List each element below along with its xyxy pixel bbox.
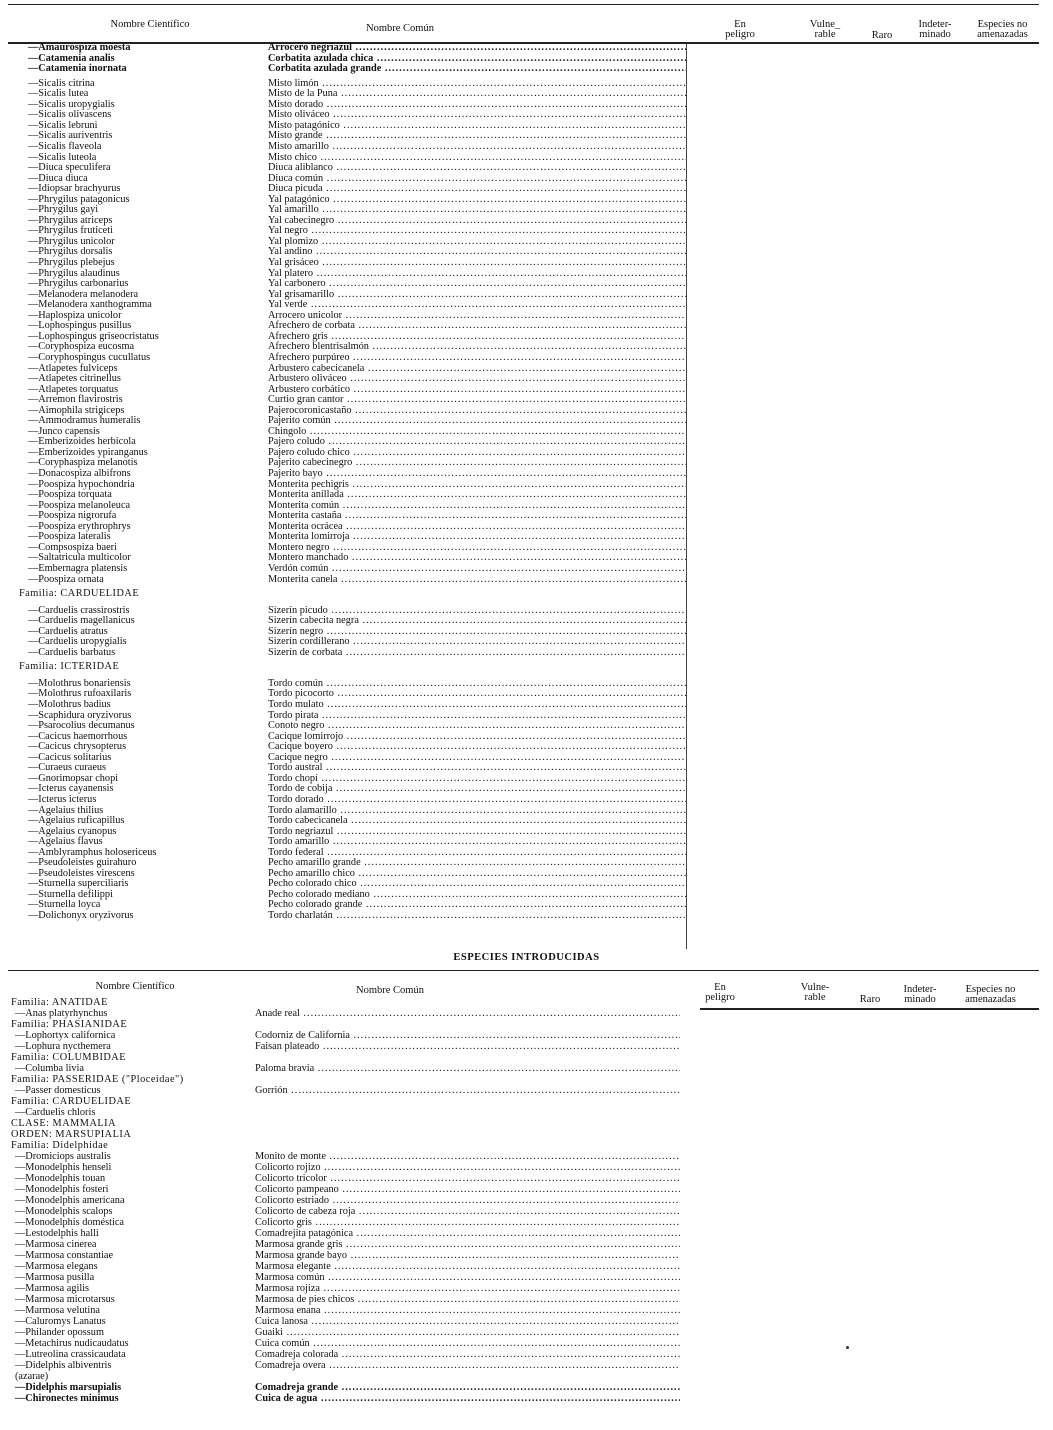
scientific-name: —Lophortyx californica (15, 1030, 116, 1041)
scientific-name: —Columba livia (15, 1063, 84, 1074)
common-name: Comadreja overa ..... (255, 1360, 680, 1371)
common-name: Gorrión ..... (255, 1085, 680, 1096)
common-name: Yal verde ..... (268, 299, 686, 310)
scientific-name: —Sturnella superciliaris (28, 878, 129, 890)
common-name: Tordo mulato ..... (268, 699, 686, 710)
scientific-name: —Donacospiza albifrons (28, 468, 131, 479)
common-name: Pecho colorado mediano ..... (268, 889, 686, 900)
scientific-name: Familia: PHASIANIDAE (11, 1019, 128, 1030)
scientific-name: —Poospiza ornata (28, 573, 104, 585)
header-vulnerable: Vulne_ rable (809, 19, 841, 40)
common-name: Marmosa elegante ..... (255, 1261, 680, 1272)
common-name: Sizerín negro ..... (268, 626, 686, 637)
scientific-name: —Agelaius flavus (28, 836, 103, 848)
scientific-name: —Junco capensis (28, 425, 100, 437)
common-name: Misto chico ..... (268, 152, 686, 163)
common-name: Marmosa enana ..... (255, 1305, 680, 1316)
common-name: Codorniz de California ..... (255, 1030, 680, 1041)
scientific-name: —Idiopsar brachyurus (28, 183, 121, 195)
scientific-name: —Sicalis auriventris (28, 130, 113, 142)
common-name: Yal plomizo ..... (268, 236, 686, 247)
scientific-name: —Sicalis lebruni (28, 119, 98, 131)
common-name: Chingolo ..... (268, 426, 686, 437)
scientific-name: —Carduelis crassirostris (28, 604, 130, 616)
table-row (0, 1305, 690, 1316)
common-name: Arrocero negriazul ..... (268, 42, 686, 53)
common-name: Marmosa grande bayo ..... (255, 1250, 680, 1261)
table-row (0, 1162, 690, 1173)
scientific-name: —Marmosa constantiae (15, 1250, 114, 1261)
common-name: Verdón común ..... (268, 563, 686, 574)
common-name: Misto patagónico ..... (268, 120, 686, 131)
scientific-name: —Passer domesticus (15, 1085, 101, 1096)
scientific-name: —Gnorimopsar chopi (28, 772, 119, 784)
scientific-name: —Poospiza nigrorufa (28, 510, 117, 522)
common-name: Arbustero corbático ..... (268, 384, 686, 395)
common-name: Tordo alamarillo ..... (268, 805, 686, 816)
table-row (0, 1195, 690, 1206)
common-name: Diuca aliblanco ..... (268, 162, 686, 173)
header-indeterminate: Indeter- minado (918, 19, 952, 40)
common-name: Monito de monte ..... (255, 1151, 680, 1162)
scientific-name: —Cacicus haemorrhous (28, 730, 128, 742)
scientific-name: —Diuca speculifera (28, 162, 111, 174)
common-name: Tordo negriazul ..... (268, 826, 686, 837)
common-name: Colicorto de cabeza roja ..... (255, 1206, 680, 1217)
table-row (0, 1184, 690, 1195)
common-name: Pecho colorado chico ..... (268, 878, 686, 889)
table-row (0, 1272, 690, 1283)
scientific-name: —Metachirus nudicaudatus (15, 1338, 129, 1349)
common-name: Montero manchado ..... (268, 552, 686, 563)
common-name: Arbustero oliváceo ..... (268, 373, 686, 384)
common-name: Monterita pechigris ..... (268, 479, 686, 490)
family-heading (0, 1052, 690, 1063)
scientific-name: —Caluromys Lanatus (15, 1316, 106, 1327)
family-heading (0, 997, 690, 1008)
scientific-name: —Carduelis atratus (28, 625, 108, 637)
header-scientific: Nombre Científico (110, 19, 190, 30)
common-name: Yal andino ..... (268, 246, 686, 257)
scientific-name: —Saltatricula multicolor (28, 552, 131, 564)
table-row (0, 1393, 690, 1404)
scientific-name: Familia: ICTERIDAE (19, 661, 120, 673)
scientific-name: —Icterus cayanensis (28, 783, 114, 795)
common-name: Sizerín cordillerano ..... (268, 636, 686, 647)
header-scientific-2: Nombre Científico (95, 981, 175, 992)
header-vulnerable-2: Vulne- rable (800, 982, 830, 1003)
table-row (0, 1250, 690, 1261)
common-name: Pecho amarillo chico ..... (268, 868, 686, 879)
scientific-name: —Sicalis uropygialis (28, 98, 115, 110)
common-name: Tordo austral ..... (268, 762, 686, 773)
common-name: Tordo cabecicanela ..... (268, 815, 686, 826)
scientific-name: —Sicalis flaveola (28, 140, 102, 152)
common-name: Misto grande ..... (268, 130, 686, 141)
common-name: Afrechero purpúreo ..... (268, 352, 686, 363)
scientific-name: —Psarocolius decumanus (28, 720, 135, 732)
common-name: Afrechero blentrisalmón ..... (268, 341, 686, 352)
table-row (0, 1041, 690, 1052)
scientific-name: —Sturnella defilippi (28, 888, 113, 900)
common-name: Tordo de cobija ..... (268, 783, 686, 794)
table-row (0, 1008, 690, 1019)
common-name: Arbustero cabecicanela ..... (268, 363, 686, 374)
scientific-name: —Dromiciops australis (15, 1151, 111, 1162)
scientific-name: —Sturnella loyca (28, 899, 101, 911)
scientific-name: —Pseudoleistes guirahuro (28, 857, 137, 869)
scientific-name: —Sicalis citrina (28, 77, 95, 89)
common-name: Pecho amarillo grande ..... (268, 857, 686, 868)
common-name: Monterita ocrácea ..... (268, 521, 686, 532)
scientific-name: —Phrygilus fruticeti (28, 225, 113, 237)
common-name: Tordo común ..... (268, 678, 686, 689)
common-name: Colicorto tricolor ..... (255, 1173, 680, 1184)
header-rule-2 (700, 1008, 1039, 1010)
scientific-name: —Poospiza lateralis (28, 531, 111, 543)
scientific-name: —Atlapetes citrinellus (28, 373, 121, 385)
scientific-name: —Lophospingus pusillus (28, 320, 132, 332)
scientific-name: ORDEN: MARSUPIALIA (11, 1129, 132, 1140)
common-name: Colicorto rojizo ..... (255, 1162, 680, 1173)
section-rule (8, 970, 1039, 971)
scientific-name: —Phrygilus plebejus (28, 257, 115, 268)
table-row (0, 1294, 690, 1305)
common-name: Montero negro ..... (268, 542, 686, 553)
scientific-name: —Marmosa agilis (15, 1283, 90, 1294)
table-row (0, 1360, 690, 1371)
scientific-name: —Haplospiza unicolor (28, 309, 122, 321)
scientific-name: —Ammodramus humeralis (28, 415, 141, 427)
header-endangered: En peligro (725, 19, 755, 40)
table-row (0, 1261, 690, 1272)
scientific-name: —Sicalis olivascens (28, 109, 112, 121)
common-name: Misto de la Puna ..... (268, 88, 686, 99)
scientific-name: —Diuca diuca (28, 172, 88, 184)
scientific-name: —Lophura nycthemera (15, 1041, 111, 1052)
family-heading (0, 1140, 690, 1151)
common-name: Marmosa grande gris ..... (255, 1239, 680, 1250)
family-heading (0, 1118, 690, 1129)
common-name: Marmosa de pies chicos ..... (255, 1294, 680, 1305)
table-row (0, 1283, 690, 1294)
common-name: Curtio gran cantor ..... (268, 394, 686, 405)
scientific-name: —Carduelis magellanicus (28, 615, 135, 627)
common-name: Misto dorado ..... (268, 99, 686, 110)
scientific-name: —Amaurospiza moesta (28, 42, 131, 53)
scientific-name: —Phrygilus dorsalis (28, 246, 113, 258)
scientific-name: —Phrygilus unicolor (28, 235, 115, 247)
scientific-name: Familia: CARDUELIDAE (19, 588, 140, 600)
common-name: Yal grisamarillo ..... (268, 289, 686, 300)
header-common-2: Nombre Común (356, 985, 424, 996)
scientific-name: (azarae) (15, 1371, 49, 1382)
scientific-name: —Icterus icterus (28, 793, 97, 805)
header-not-threatened-2: Especies no amenazadas (965, 984, 1016, 1005)
common-name: Cacique boyero ..... (268, 741, 686, 752)
table-row (0, 1173, 690, 1184)
scientific-name: —Phrygilus alaudinus (28, 267, 120, 279)
common-name: Monterita lomirroja ..... (268, 531, 686, 542)
scientific-name: —Molothrus rufoaxilaris (28, 688, 132, 700)
common-name: Afrechero gris ..... (268, 331, 686, 342)
scientific-name: —Emberizoides ypiranganus (28, 446, 148, 458)
scientific-name: —Sicalis luteola (28, 151, 97, 163)
table-row (0, 1349, 690, 1360)
table-row (0, 1217, 690, 1228)
scientific-name: —Phrygilus gayi (28, 204, 99, 216)
common-name: Tordo amarillo ..... (268, 836, 686, 847)
scientific-name: —Atlapetes torquatus (28, 383, 119, 395)
scientific-name: —Didelphis albiventris (15, 1360, 112, 1371)
common-name: Sizerín picudo ..... (268, 605, 686, 616)
scientific-name: —Catamenia inornata (28, 63, 127, 75)
scientific-name: —Melanodera melanodera (28, 288, 139, 300)
header-rare-2: Raro (859, 994, 881, 1005)
scientific-name: —Melanodera xanthogramma (28, 299, 152, 311)
scientific-name: —Anas platyrhynchus (15, 1008, 108, 1019)
scientific-name: —Coryphaspiza melanotis (28, 457, 138, 469)
scientific-name: —Marmosa cinerea (15, 1239, 97, 1250)
scientific-name: —Compsospiza baeri (28, 541, 117, 553)
scientific-name: —Sicalis lutea (28, 88, 89, 100)
common-name: Misto amarillo ..... (268, 141, 686, 152)
header-common: Nombre Común (366, 23, 434, 34)
table-row (0, 1085, 690, 1096)
common-name: Cacique negro ..... (268, 752, 686, 763)
table-row (0, 1371, 690, 1382)
scientific-name: —Curaeus curaeus (28, 762, 107, 774)
common-name: Paloma bravia ..... (255, 1063, 680, 1074)
common-name: Pajero coludo chico ..... (268, 447, 686, 458)
common-name: Pajerocoronicastaño ..... (268, 405, 686, 416)
common-name: Pajerito bayo ..... (268, 468, 686, 479)
scientific-name: —Lutreolina crassicaudata (15, 1349, 126, 1360)
scientific-name: —Phrygilus atriceps (28, 214, 113, 226)
common-name: Colicorto gris ..... (255, 1217, 680, 1228)
common-name: Guaiki ..... (255, 1327, 680, 1338)
table-row (0, 1316, 690, 1327)
family-heading (0, 1096, 690, 1107)
common-name: Sizerín de corbata ..... (268, 647, 686, 658)
table-row (0, 1327, 690, 1338)
scientific-name: —Lestodelphis halli (15, 1228, 99, 1239)
scientific-name: —Poospiza hypochondria (28, 478, 135, 490)
common-name: Pajerito común ..... (268, 415, 686, 426)
common-name: Cuica común ..... (255, 1338, 680, 1349)
common-name: Tordo dorado ..... (268, 794, 686, 805)
scientific-name: —Catamenia analis (28, 52, 115, 64)
common-name: Tordo charlatán ..... (268, 910, 686, 921)
header-rare: Raro (871, 30, 893, 41)
scientific-name: —Embernagra platensis (28, 562, 128, 574)
section-title: ESPECIES INTRODUCIDAS (453, 952, 600, 963)
common-name: Diuca picuda ..... (268, 183, 686, 194)
scientific-name: —Coryphospiza eucosma (28, 341, 135, 353)
scientific-name: —Dolichonyx oryzivorus (28, 910, 134, 921)
common-name: Arrocero unicolor ..... (268, 310, 686, 321)
scientific-name: —Poospiza melanoleuca (28, 499, 131, 511)
table-row (0, 1228, 690, 1239)
scientific-name: —Scaphidura oryzivorus (28, 709, 132, 721)
common-name: Anade real ..... (255, 1008, 680, 1019)
table-row (0, 1151, 690, 1162)
common-name: Misto limón ..... (268, 78, 686, 89)
scientific-name: —Coryphospingus cucullatus (28, 351, 151, 363)
header-not-threatened: Especies no amenazadas (977, 19, 1028, 40)
scientific-name: —Atlapetes fulviceps (28, 362, 118, 374)
common-name: Yal grisáceo ..... (268, 257, 686, 268)
scientific-name: Familia: CARDUELIDAE (11, 1096, 132, 1107)
scientific-name: —Emberizoides herbicola (28, 436, 136, 448)
scientific-name: —Cacicus chrysopterus (28, 741, 127, 753)
stray-mark (846, 1346, 849, 1349)
scientific-name: —Pseudoleistes virescens (28, 867, 135, 879)
common-name: Yal carbonero ..... (268, 278, 686, 289)
scientific-name: —Monodelphis americana (15, 1195, 125, 1206)
table-row (0, 1030, 690, 1041)
scientific-name: —Marmosa velutina (15, 1305, 100, 1316)
scientific-name: —Aimophila strigiceps (28, 404, 125, 416)
common-name: Pajerito cabecinegro ..... (268, 457, 686, 468)
common-name: Yal negro ..... (268, 225, 686, 236)
scientific-name: —Phrygilus carbonarius (28, 278, 129, 290)
common-name: Sizerín cabecita negra ..... (268, 615, 686, 626)
scientific-name: —Lophospingus griseocristatus (28, 330, 159, 342)
common-name: Conoto negro ..... (268, 720, 686, 731)
common-name: Cacique lomirrojo ..... (268, 731, 686, 742)
common-name: Pajero coludo ..... (268, 436, 686, 447)
table-row (0, 1338, 690, 1349)
scientific-name: —Carduelis chloris (15, 1107, 96, 1118)
table-row (0, 1239, 690, 1250)
scientific-name: —Marmosa elegans (15, 1261, 98, 1272)
scientific-name: —Philander opossum (15, 1327, 104, 1338)
scientific-name: —Poospiza erythrophrys (28, 520, 131, 532)
scientific-name: —Chironectes minimus (15, 1393, 119, 1404)
common-name: Tordo chopí ..... (268, 773, 686, 784)
common-name: Yal platero ..... (268, 268, 686, 279)
common-name: Faisan plateado ..... (255, 1041, 680, 1052)
common-name: Tordo federal ..... (268, 847, 686, 858)
scientific-name: —Molothrus bonariensis (28, 677, 131, 689)
scientific-name: —Agelaius ruficapillus (28, 815, 125, 827)
family-heading (0, 1074, 690, 1085)
common-name: Colicorto pampeano ..... (255, 1184, 680, 1195)
common-name: Monterita anillada ..... (268, 489, 686, 500)
common-name: Afrechero de corbata ..... (268, 320, 686, 331)
common-name: Cuica lanosa ..... (255, 1316, 680, 1327)
scientific-name: Familia: PASSERIDAE ("Ploceidae") (11, 1074, 184, 1085)
scientific-name: —Amblyramphus holosericeus (28, 846, 157, 858)
table-row (0, 1382, 690, 1393)
scientific-name: —Monodelphis henseli (15, 1162, 112, 1173)
common-name: Tordo picocorto ..... (268, 688, 686, 699)
table-row (0, 1107, 690, 1118)
scientific-name: —Monodelphis scalops (15, 1206, 113, 1217)
table-row (0, 1063, 690, 1074)
common-name: Yal amarillo ..... (268, 204, 686, 215)
scientific-name: —Agelaius cyanopus (28, 825, 117, 837)
scientific-name: —Marmosa microtarsus (15, 1294, 115, 1305)
common-name: Corbatita azulada grande ..... (268, 63, 686, 74)
scientific-name: Familia: COLUMBIDAE (11, 1052, 127, 1063)
header-endangered-2: En peligro (705, 982, 735, 1003)
scientific-name: CLASE: MAMMALIA (11, 1118, 117, 1129)
scientific-name: —Carduelis uropygialis (28, 636, 127, 648)
common-name: Yal patagónico ..... (268, 194, 686, 205)
common-name: Tordo pirata ..... (268, 710, 686, 721)
scientific-name: —Didelphis marsupialis (15, 1382, 122, 1393)
scientific-name: Familia: ANATIDAE (11, 997, 108, 1008)
scientific-name: —Monodelphis fosteri (15, 1184, 109, 1195)
common-name: Monterita común ..... (268, 500, 686, 511)
scientific-name: —Monodelphis touan (15, 1173, 106, 1184)
scientific-name: —Arremon flavirostris (28, 394, 123, 406)
table-row (0, 1206, 690, 1217)
common-name: Comadrejita patagónica ..... (255, 1228, 680, 1239)
scientific-name: —Poospiza torquata (28, 489, 112, 501)
common-name: Colicorto estriado ..... (255, 1195, 680, 1206)
family-heading (0, 1019, 690, 1030)
common-name: Monterita castaña ..... (268, 510, 686, 521)
common-name: Cuica de agua ..... (255, 1393, 680, 1404)
common-name: Monterita canela ..... (268, 574, 686, 585)
scientific-name: —Monodelphis doméstica (15, 1217, 124, 1228)
scientific-name: Familia: Didelphidae (11, 1140, 109, 1151)
common-name: Comadreja grande ..... (255, 1382, 680, 1393)
scientific-name: —Marmosa pusilla (15, 1272, 95, 1283)
common-name: Yal cabecinegro ..... (268, 215, 686, 226)
scientific-name: —Carduelis barbatus (28, 646, 116, 658)
header-indeterminate-2: Indeter- minado (903, 984, 937, 1005)
scientific-name: —Cacicus solitarius (28, 751, 112, 763)
scientific-name: —Agelaius thilius (28, 804, 104, 816)
common-name: Comadreja colorada ..... (255, 1349, 680, 1360)
common-name: Marmosa rojiza ..... (255, 1283, 680, 1294)
common-name: Misto oliváceo ..... (268, 109, 686, 120)
scientific-name: —Molothrus badius (28, 699, 111, 710)
common-name: Corbatita azulada chica ..... (268, 53, 686, 64)
common-name: Diuca común ..... (268, 173, 686, 184)
family-heading (0, 1129, 690, 1140)
scientific-name: —Phrygilus patagonicus (28, 193, 130, 205)
common-name: Marmosa común ..... (255, 1272, 680, 1283)
common-name: Pecho colorado grande ..... (268, 899, 686, 910)
